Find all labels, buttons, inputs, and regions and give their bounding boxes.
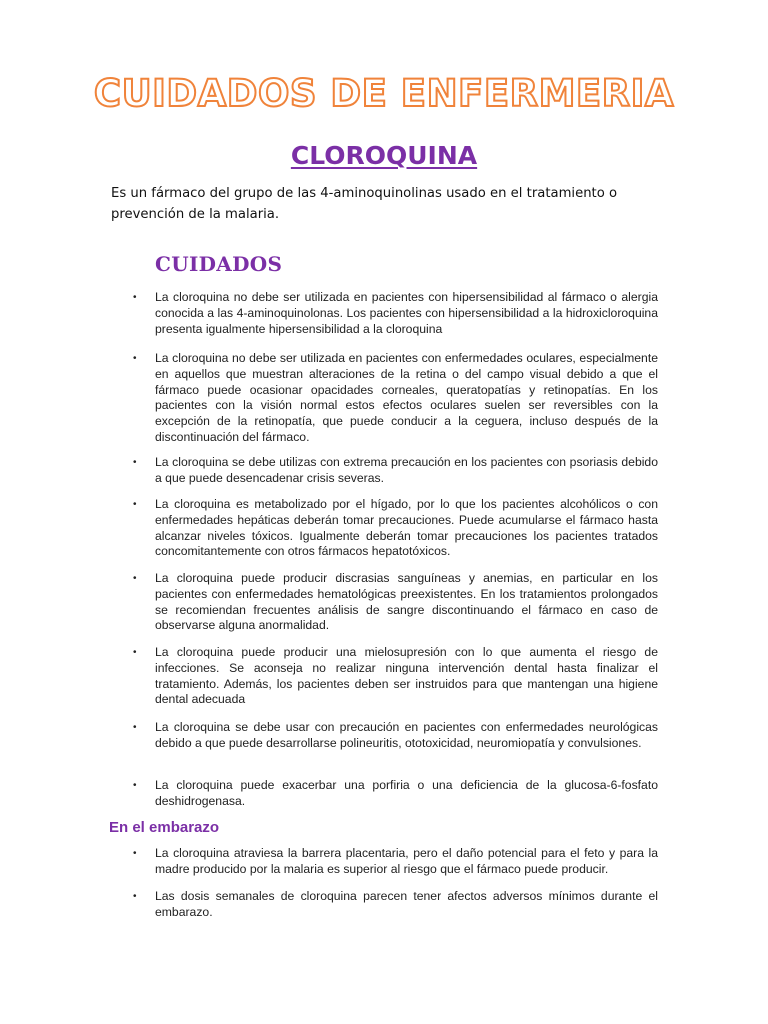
list-item (133, 846, 658, 878)
list-item-text: La cloroquina es metabolizado por el hígado, por lo que los pacientes alcohólicos o con enfermedades hepáticas deberán tomar precauciones. Puede acumularse el fármaco hasta alcanzar niveles tóxicos. Igualmente deberán tomar precauciones los pacientes tratados concomitantemente con otros fármacos hepatotóxicos. (155, 497, 658, 559)
embarazo-heading: En el embarazo (109, 819, 220, 836)
list-item (133, 290, 658, 337)
bullet-icon: • (133, 891, 137, 902)
bullet-icon: • (133, 722, 137, 733)
bullet-icon: • (133, 292, 137, 303)
list-item-text: La cloroquina se debe utilizas con extrema precaución en los pacientes con psoriasis debido a que puede desencadenar crisis severas. (155, 455, 658, 485)
bullet-icon: • (133, 457, 137, 468)
list-item (133, 571, 658, 634)
bullet-icon: • (133, 848, 137, 859)
list-item-text: La cloroquina no debe ser utilizada en pacientes con hipersensibilidad al fármaco o alergia conocida a las 4-aminoquinolonas. Los pacientes con hipersensibilidad a la hidroxicloroquina presenta igualmente hipersensibilidad a la cloroquina (155, 290, 658, 336)
list-item (133, 645, 658, 708)
list-item (133, 497, 658, 560)
bullet-icon: • (133, 499, 137, 510)
list-item (133, 778, 658, 810)
list-item-text: La cloroquina puede producir discrasias sanguíneas y anemias, en particular en los pacientes con enfermedades hematológicas preexistentes. En los tratamientos prolongados se recomiendan frecuentes análisis de sangre discontinuando el fármaco en caso de observarse alguna anormalidad. (155, 571, 658, 633)
list-item-text: La cloroquina no debe ser utilizada en pacientes con enfermedades oculares, especialmente en aquellos que muestran alteraciones de la retina o del campo visual debido a que el fármaco puede ocasionar opacidades corneales, queratopatías y retinopatías. En los pacientes con la visión normal estos efectos oculares suelen ser reversibles con la excepción de la retinopatía, que puede conducir a la ceguera, incluso después de la discontinuación del fármaco. (155, 351, 658, 444)
intro-paragraph: Es un fármaco del grupo de las 4-aminoquinolinas usado en el tratamiento o prevención de la malaria. (111, 186, 618, 222)
drug-title (0, 141, 768, 170)
list-item-text: La cloroquina se debe usar con precaución en pacientes con enfermedades neurológicas debido a que puede desarrollarse polineuritis, ototoxicidad, neuromiopatía y convulsiones. (155, 720, 658, 750)
list-item (133, 720, 658, 752)
drug-title-text: CLOROQUINA (290, 141, 478, 170)
document-title: CUIDADOS DE ENFERMERIA (93, 72, 675, 115)
list-item-text: Las dosis semanales de cloroquina parecen tener afectos adversos mínimos durante el embarazo. (155, 889, 658, 919)
list-item (133, 889, 658, 921)
list-item-text: La cloroquina puede producir una mielosupresión con lo que aumenta el riesgo de infecciones. Se aconseja no realizar ninguna intervención dental hasta finalizar el tratamiento. Además, los pacientes deben ser instruidos para que mantengan una higiene dental adecuada (155, 645, 658, 707)
bullet-icon: • (133, 353, 137, 364)
bullet-icon: • (133, 780, 137, 791)
bullet-icon: • (133, 647, 137, 658)
list-item-text: La cloroquina puede exacerbar una porfiria o una deficiencia de la glucosa-6-fosfato deshidrogenasa. (155, 778, 658, 808)
list-item (133, 455, 658, 487)
bullet-icon: • (133, 573, 137, 584)
list-item-text: La cloroquina atraviesa la barrera placentaria, pero el daño potencial para el feto y para la madre producido por la malaria es superior al riesgo que el fármaco puede producir. (155, 846, 658, 876)
cuidados-heading: CUIDADOS (155, 252, 283, 276)
list-item (133, 351, 658, 446)
